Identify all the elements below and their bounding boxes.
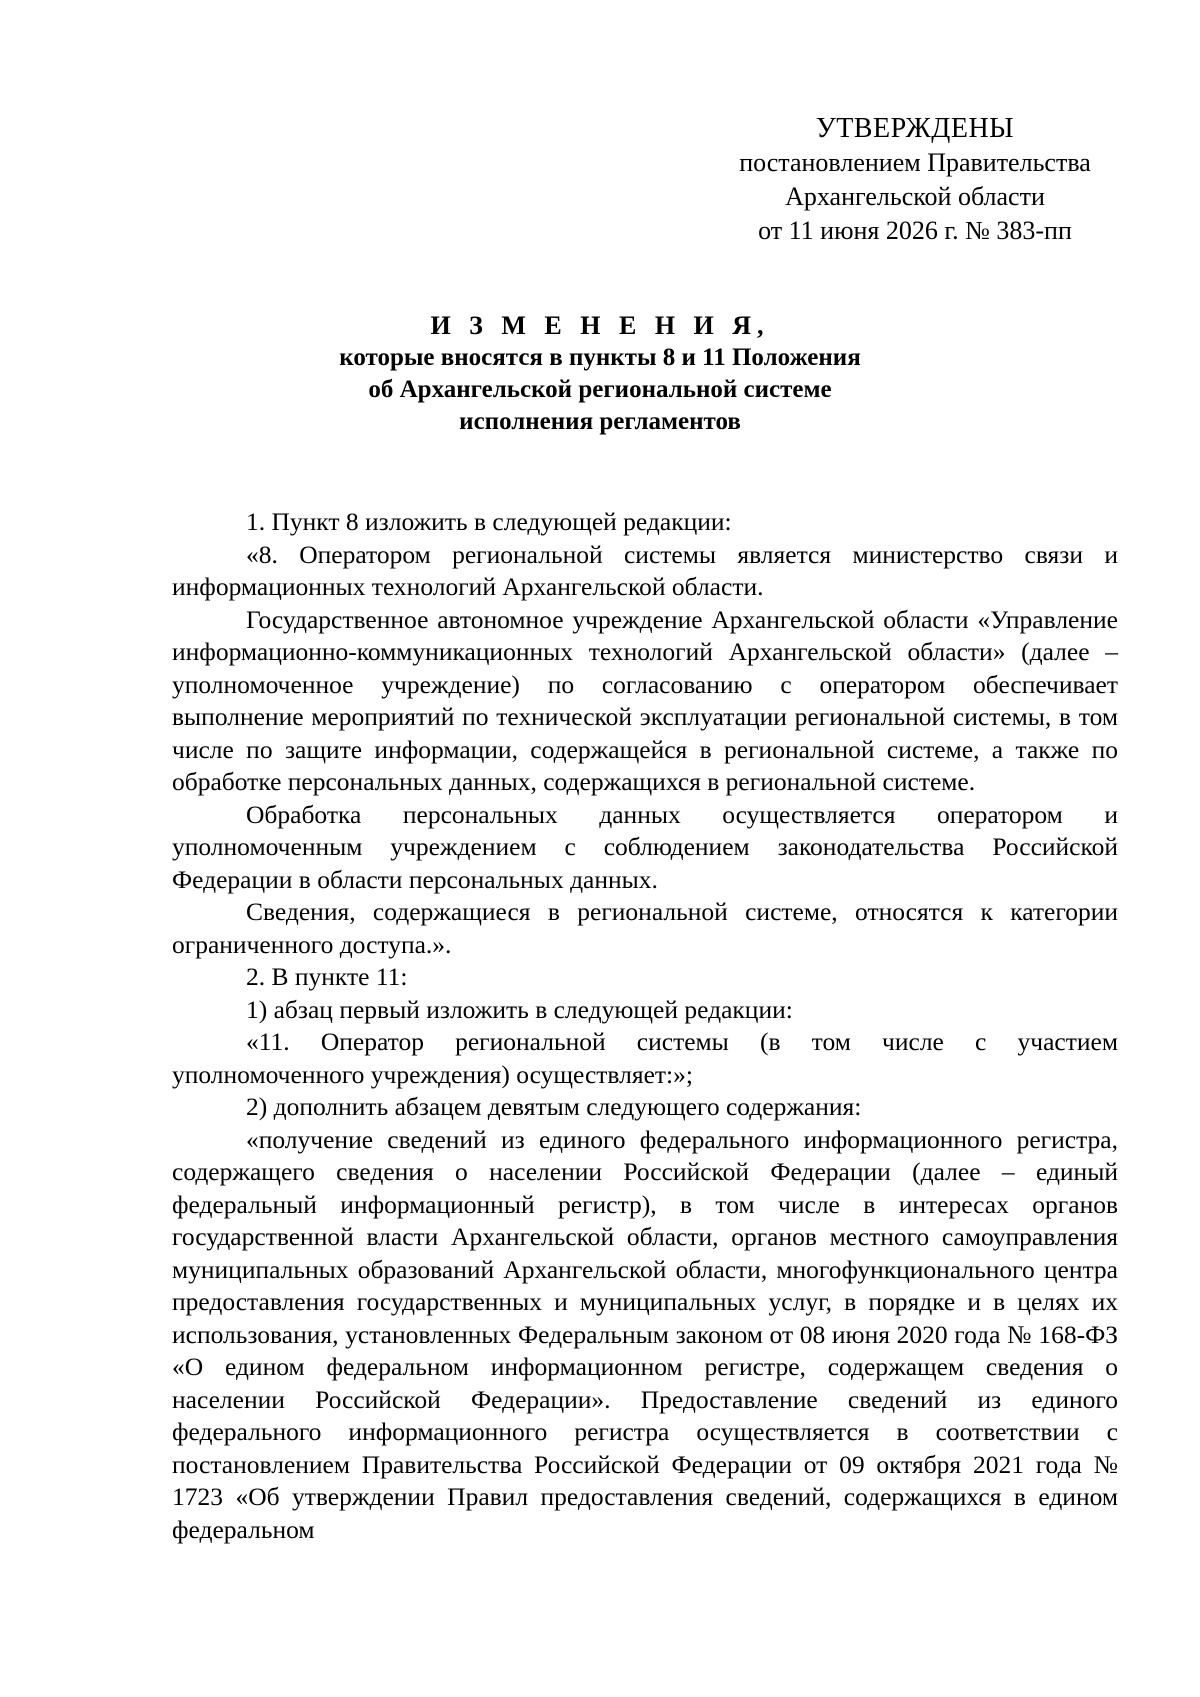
paragraph-item-1: 1. Пункт 8 изложить в следующей редакции: bbox=[246, 507, 732, 536]
approval-title: УТВЕРЖДЕНЫ bbox=[815, 113, 1015, 144]
paragraph-clause-8: «8. Оператором региональной системы является министерство связи и информационных технологий Архангельской области. bbox=[172, 539, 1118, 601]
paragraph-restricted-access: Сведения, содержащиеся в региональной системе, относятся к категории ограниченного доступа.». bbox=[172, 897, 1118, 959]
paragraph-personal-data: Обработка персональных данных осуществляется оператором и уполномоченным учреждением с соблюдением законодательства Российской Федерации в области персональных данных. bbox=[172, 799, 1118, 894]
approval-line-2: Архангельской области bbox=[785, 182, 1045, 211]
document-body bbox=[172, 506, 1118, 1546]
approval-stamp bbox=[700, 112, 1130, 248]
paragraph-authorized-institution: Государственное автономное учреждение Архангельской области «Управление информационно-коммуникационных технологий Архангельской области» (далее – уполномоченное учреждение) по согласованию с оператором обеспечивает выполнение мероприятий по технической эксплуатации региональной системы, в том числе по защите информации, содержащейся в региональной системе, а также по обработке персональных данных, содержащихся в региональной системе. bbox=[172, 604, 1118, 796]
paragraph-subitem-1: 1) абзац первый изложить в следующей редакции: bbox=[246, 994, 793, 1024]
title-line-3: исполнения регламентов bbox=[459, 408, 741, 435]
title-heading: И З М Е Н Е Н И Я, bbox=[430, 311, 770, 340]
document-title bbox=[170, 310, 1030, 438]
paragraph-clause-11: «11. Оператор региональной системы (в том числе с участием уполномоченного учреждения) осуществляет:»; bbox=[172, 1027, 1118, 1089]
paragraph-subitem-2: 2) дополнить абзацем девятым следующего содержания: bbox=[246, 1092, 862, 1121]
paragraph-item-2: 2. В пункте 11: bbox=[246, 962, 408, 991]
paragraph-register-info: «получение сведений из единого федерального информационного регистра, содержащего сведения о населении Российской Федерации (далее – единый федеральный информационный регистр), в том числе в интересах органов государственной власти Архангельской области, органов местного самоуправления муниципальных образований Архангельской области, многофункционального центра предоставления государственных и муниципальных услуг, в порядке и в целях их использования, установленных Федеральным законом от 08 июня 2020 года № 168-ФЗ «О едином федеральном информационном регистре, содержащем сведения о населении Российской Федерации». Предоставление сведений из единого федерального информационного регистра осуществляется в соответствии с постановлением Правительства Российской Федерации от 09 октября 2021 года № 1723 «Об утверждении Правил предоставления сведений, содержащихся в едином федеральном bbox=[172, 1124, 1118, 1544]
approval-line-3: от 11 июня 2026 г. № 383-пп bbox=[758, 216, 1072, 245]
approval-line-1: постановлением Правительства bbox=[739, 148, 1091, 177]
title-line-2: об Архангельской региональной системе bbox=[368, 376, 832, 403]
title-line-1: которые вносятся в пункты 8 и 11 Положения bbox=[339, 344, 861, 371]
